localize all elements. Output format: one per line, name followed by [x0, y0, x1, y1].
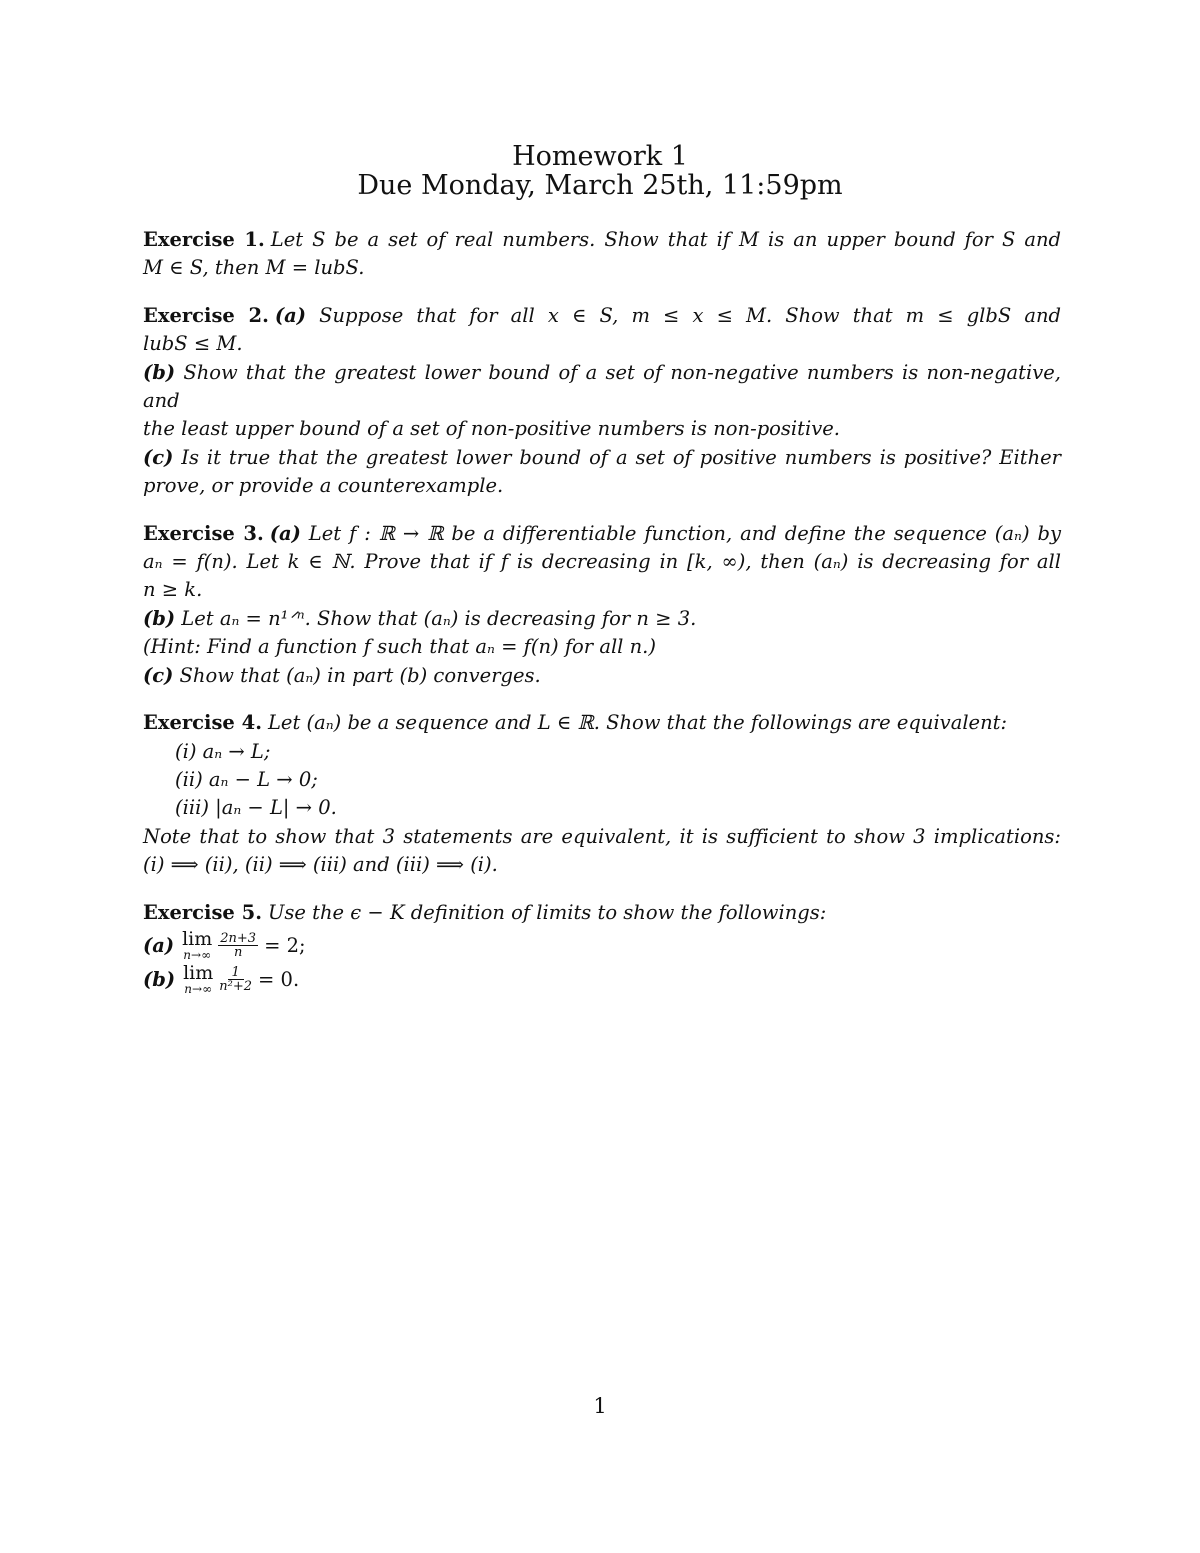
- exercise-3-line-4: [143, 605, 1061, 633]
- lim-text: lim: [182, 928, 213, 951]
- exercise-3-line-2: aₙ = f(n). Let k ∈ ℕ. Prove that if f is decreasing in [k, ∞), then (aₙ) is decreasing for all: [143, 550, 1061, 574]
- numerator: 1: [228, 966, 244, 980]
- limit-operator: [183, 964, 213, 995]
- exercise-4-line-1: [143, 709, 1061, 737]
- due-date: Due Monday, March 25th, 11:59pm: [357, 170, 843, 201]
- exercise-1-line-1: [143, 226, 1061, 254]
- exercise-2-part-c-label: (c): [143, 445, 174, 469]
- exercise-2-part-c-text: Is it true that the greatest lower bound of a set of positive numbers is positive? Either: [181, 445, 1061, 469]
- exercise-2-line-1: [143, 302, 1061, 330]
- exercise-1-line-2: M ∈ S, then M = lubS.: [143, 256, 365, 280]
- exercise-3-part-b-text: Let aₙ = n¹ᐟⁿ. Show that (aₙ) is decreasing for n ≥ 3.: [181, 606, 697, 630]
- exercise-5-intro: Use the ϵ − K definition of limits to show the followings:: [267, 900, 827, 924]
- exercise-3-line-1: [143, 520, 1061, 548]
- exercise-2: [143, 302, 1061, 501]
- exercise-4-note-1: Note that to show that 3 statements are equivalent, it is sufficient to show 3 implications:: [143, 824, 1061, 848]
- fraction: [219, 966, 252, 993]
- lim-subscript: n→∞: [184, 982, 213, 997]
- exercise-5-line-1: [143, 899, 1061, 927]
- exercise-4-note-2: (i) ⟹ (ii), (ii) ⟹ (iii) and (iii) ⟹ (i).: [143, 853, 498, 877]
- exercise-2-line-3: [143, 359, 1061, 416]
- denominator: n: [233, 945, 243, 961]
- exercise-2-heading: Exercise 2.: [143, 303, 269, 327]
- exercise-5-part-b: [143, 963, 1061, 997]
- denominator: n²+2: [219, 979, 253, 995]
- exercise-4-heading: Exercise 4.: [143, 711, 262, 735]
- exercise-2-part-a-text: Suppose that for all x ∈ S, m ≤ x ≤ M. Show that m ≤ glbS and: [319, 303, 1062, 327]
- exercise-5-part-a: [143, 929, 1061, 963]
- exercise-2-line-6: prove, or provide a counterexample.: [143, 474, 504, 498]
- fraction: [218, 932, 258, 959]
- exercise-3-part-a-text: Let f : ℝ → ℝ be a differentiable function, and define the sequence (aₙ) by: [308, 521, 1062, 545]
- numerator: 2n+3: [220, 931, 257, 947]
- exercise-2-line-2: lubS ≤ M.: [143, 332, 243, 356]
- exercise-2-part-b-text: Show that the greatest lower bound of a set of non-negative numbers is non-negative, and: [143, 360, 1062, 413]
- limit-operator: [182, 930, 212, 961]
- exercise-2-line-4: the least upper bound of a set of non-positive numbers is non-positive.: [143, 417, 840, 441]
- lim-subscript: n→∞: [183, 948, 212, 963]
- exercise-3-heading: Exercise 3.: [143, 521, 264, 545]
- exercise-5-part-b-label: (b): [143, 967, 176, 991]
- exercise-3: [143, 520, 1061, 690]
- lim-text: lim: [183, 962, 214, 985]
- exercise-4-intro: Let (aₙ) be a sequence and L ∈ ℝ. Show that the followings are equivalent:: [267, 711, 1008, 735]
- exercise-4-item-ii: (ii) aₙ − L → 0;: [175, 767, 318, 791]
- equation-rhs: = 0.: [258, 967, 300, 991]
- document-title: Homework 1: [512, 141, 688, 172]
- exercise-3-part-c-label: (c): [143, 663, 174, 687]
- exercise-3-part-a-label: (a): [269, 521, 301, 545]
- exercise-4-item-i: (i) aₙ → L;: [175, 739, 271, 763]
- exercise-2-part-b-label: (b): [143, 360, 176, 384]
- exercise-5-heading: Exercise 5.: [143, 900, 262, 924]
- exercise-list: [143, 226, 1061, 1016]
- exercise-4-item-iii: (iii) |aₙ − L| → 0.: [175, 796, 337, 820]
- exercise-2-part-a-label: (a): [274, 303, 306, 327]
- exercise-5: [143, 899, 1061, 997]
- exercise-3-line-3: n ≥ k.: [143, 578, 203, 602]
- exercise-1-text-1: Let S be a set of real numbers. Show that if M is an upper bound for S and: [270, 228, 1061, 251]
- exercise-3-line-5: (Hint: Find a function f such that aₙ = f(n) for all n.): [143, 635, 656, 659]
- equation-rhs: = 2;: [264, 933, 306, 957]
- exercise-4: [143, 709, 1061, 879]
- exercise-2-line-5: [143, 444, 1061, 472]
- exercise-3-part-b-label: (b): [143, 606, 176, 630]
- exercise-1-heading: Exercise 1.: [143, 228, 265, 251]
- exercise-3-line-6: [143, 662, 1061, 690]
- exercise-5-part-a-label: (a): [143, 933, 175, 957]
- exercise-1: [143, 226, 1061, 283]
- exercise-3-part-c-text: Show that (aₙ) in part (b) converges.: [179, 663, 541, 687]
- page-number: 1: [593, 1394, 607, 1418]
